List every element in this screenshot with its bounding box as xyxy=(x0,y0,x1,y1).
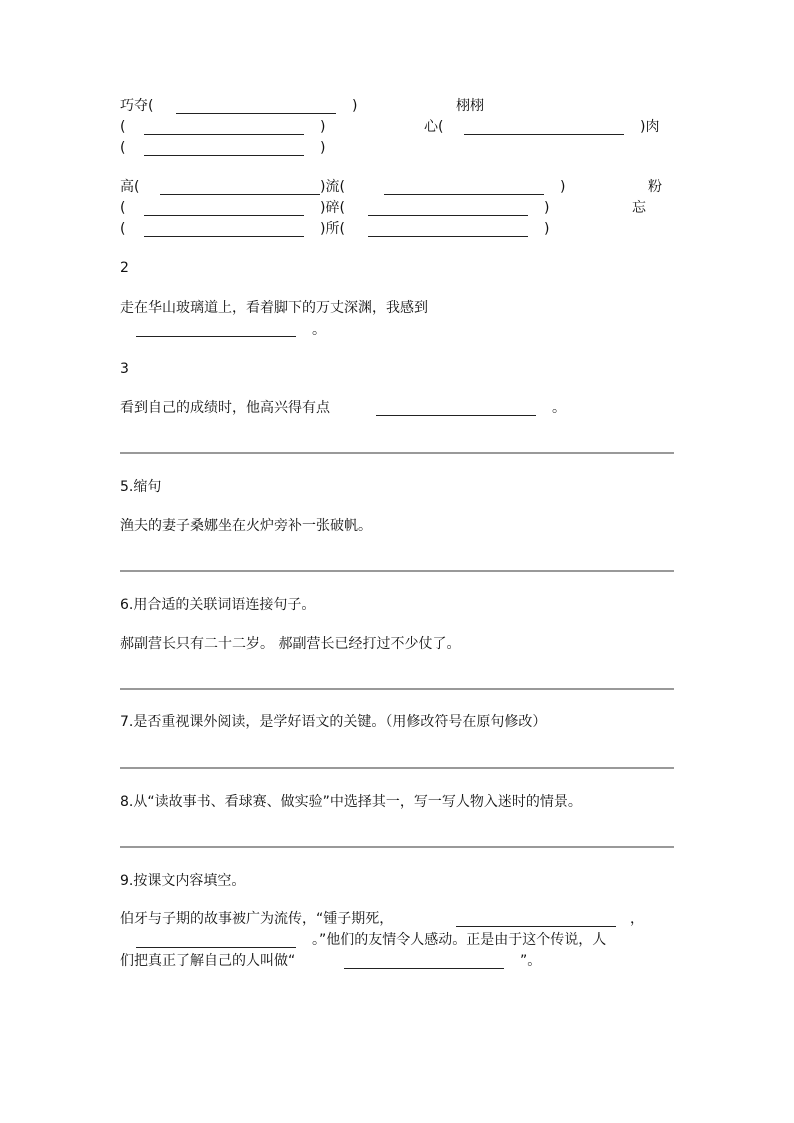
q6-sentence: 郝副营长只有二十二岁。 郝副营长已经打过不少仗了。 xyxy=(120,636,461,652)
q9-comma: ， xyxy=(630,911,644,927)
q7-title: 7.是否重视课外阅读，是学好语文的关键。（用修改符号在原句修改） xyxy=(120,714,547,730)
q9-line3-end: ”。 xyxy=(520,953,542,969)
answer-line[interactable] xyxy=(120,570,674,572)
q3-sentence: 看到自己的成绩时，他高兴得有点 xyxy=(120,400,330,416)
q9-blank-3[interactable] xyxy=(344,968,504,969)
idiom-suo-blank[interactable] xyxy=(368,236,528,237)
q9-title: 9.按课文内容填空。 xyxy=(120,873,246,889)
idiom-fen-blank[interactable] xyxy=(144,215,304,216)
idiom-xin-label: 心( xyxy=(424,119,444,135)
idiom-xuxu-blank[interactable] xyxy=(144,134,304,135)
paren-close: ) xyxy=(544,221,550,237)
idiom-suo-label: )所( xyxy=(320,221,345,237)
paren-close: ) xyxy=(544,200,550,216)
idiom-wang-blank[interactable] xyxy=(144,236,304,237)
paren-close: ) xyxy=(320,119,326,135)
question-number: 2 xyxy=(120,260,129,276)
idiom-xin-blank[interactable] xyxy=(464,134,624,135)
idiom-gao-blank[interactable] xyxy=(160,194,320,195)
paren-close: ) xyxy=(560,179,566,195)
idiom-sui-blank[interactable] xyxy=(368,215,528,216)
answer-line[interactable] xyxy=(120,688,674,690)
idiom-rou-label: )肉 xyxy=(640,119,660,135)
q8-title: 8.从“读故事书、看球赛、做实验”中选择其一，写一写人物入迷时的情景。 xyxy=(120,794,582,810)
paren-open: ( xyxy=(120,221,126,237)
idiom-fen-label: 粉 xyxy=(648,179,662,195)
idiom-sui-label: )碎( xyxy=(320,200,345,216)
answer-line[interactable] xyxy=(120,767,674,769)
q9-line1: 伯牙与子期的故事被广为流传，“锺子期死， xyxy=(120,911,394,927)
q5-sentence: 渔夫的妻子桑娜坐在火炉旁补一张破帆。 xyxy=(120,518,372,534)
paren-close: ) xyxy=(320,140,326,156)
q2-sentence: 走在华山玻璃道上，看着脚下的万丈深渊，我感到 xyxy=(120,300,428,316)
paren-close: ) xyxy=(352,98,358,114)
paren-open: ( xyxy=(120,200,126,216)
q2-answer-blank[interactable] xyxy=(136,336,296,337)
q9-line3: 们把真正了解自己的人叫做“ xyxy=(120,953,296,969)
q2-period: 。 xyxy=(312,322,326,338)
idiom-liu-label: )流( xyxy=(320,179,345,195)
q9-line2: 。”他们的友情令人感动。正是由于这个传说，人 xyxy=(312,932,607,948)
q3-answer-blank[interactable] xyxy=(376,415,536,416)
paren-open: ( xyxy=(120,140,126,156)
idiom-xuxu-label: 栩栩 xyxy=(456,98,484,114)
idiom-wang-label: 忘 xyxy=(632,200,646,216)
idiom-qiaoduo-blank[interactable] xyxy=(176,113,336,114)
answer-line[interactable] xyxy=(120,452,674,454)
idiom-qiaoduo-label: 巧夺( xyxy=(120,98,154,114)
q5-title: 5.缩句 xyxy=(120,479,162,495)
q9-blank-2[interactable] xyxy=(136,947,296,948)
answer-line[interactable] xyxy=(120,846,674,848)
q6-title: 6.用合适的关联词语连接句子。 xyxy=(120,597,316,613)
question-number: 3 xyxy=(120,361,129,377)
paren-open: ( xyxy=(120,119,126,135)
q9-blank-1[interactable] xyxy=(456,926,616,927)
q3-period: 。 xyxy=(552,400,566,416)
idiom-liu-blank[interactable] xyxy=(384,194,544,195)
idiom-third-blank[interactable] xyxy=(144,155,304,156)
idiom-gao-label: 高( xyxy=(120,179,140,195)
